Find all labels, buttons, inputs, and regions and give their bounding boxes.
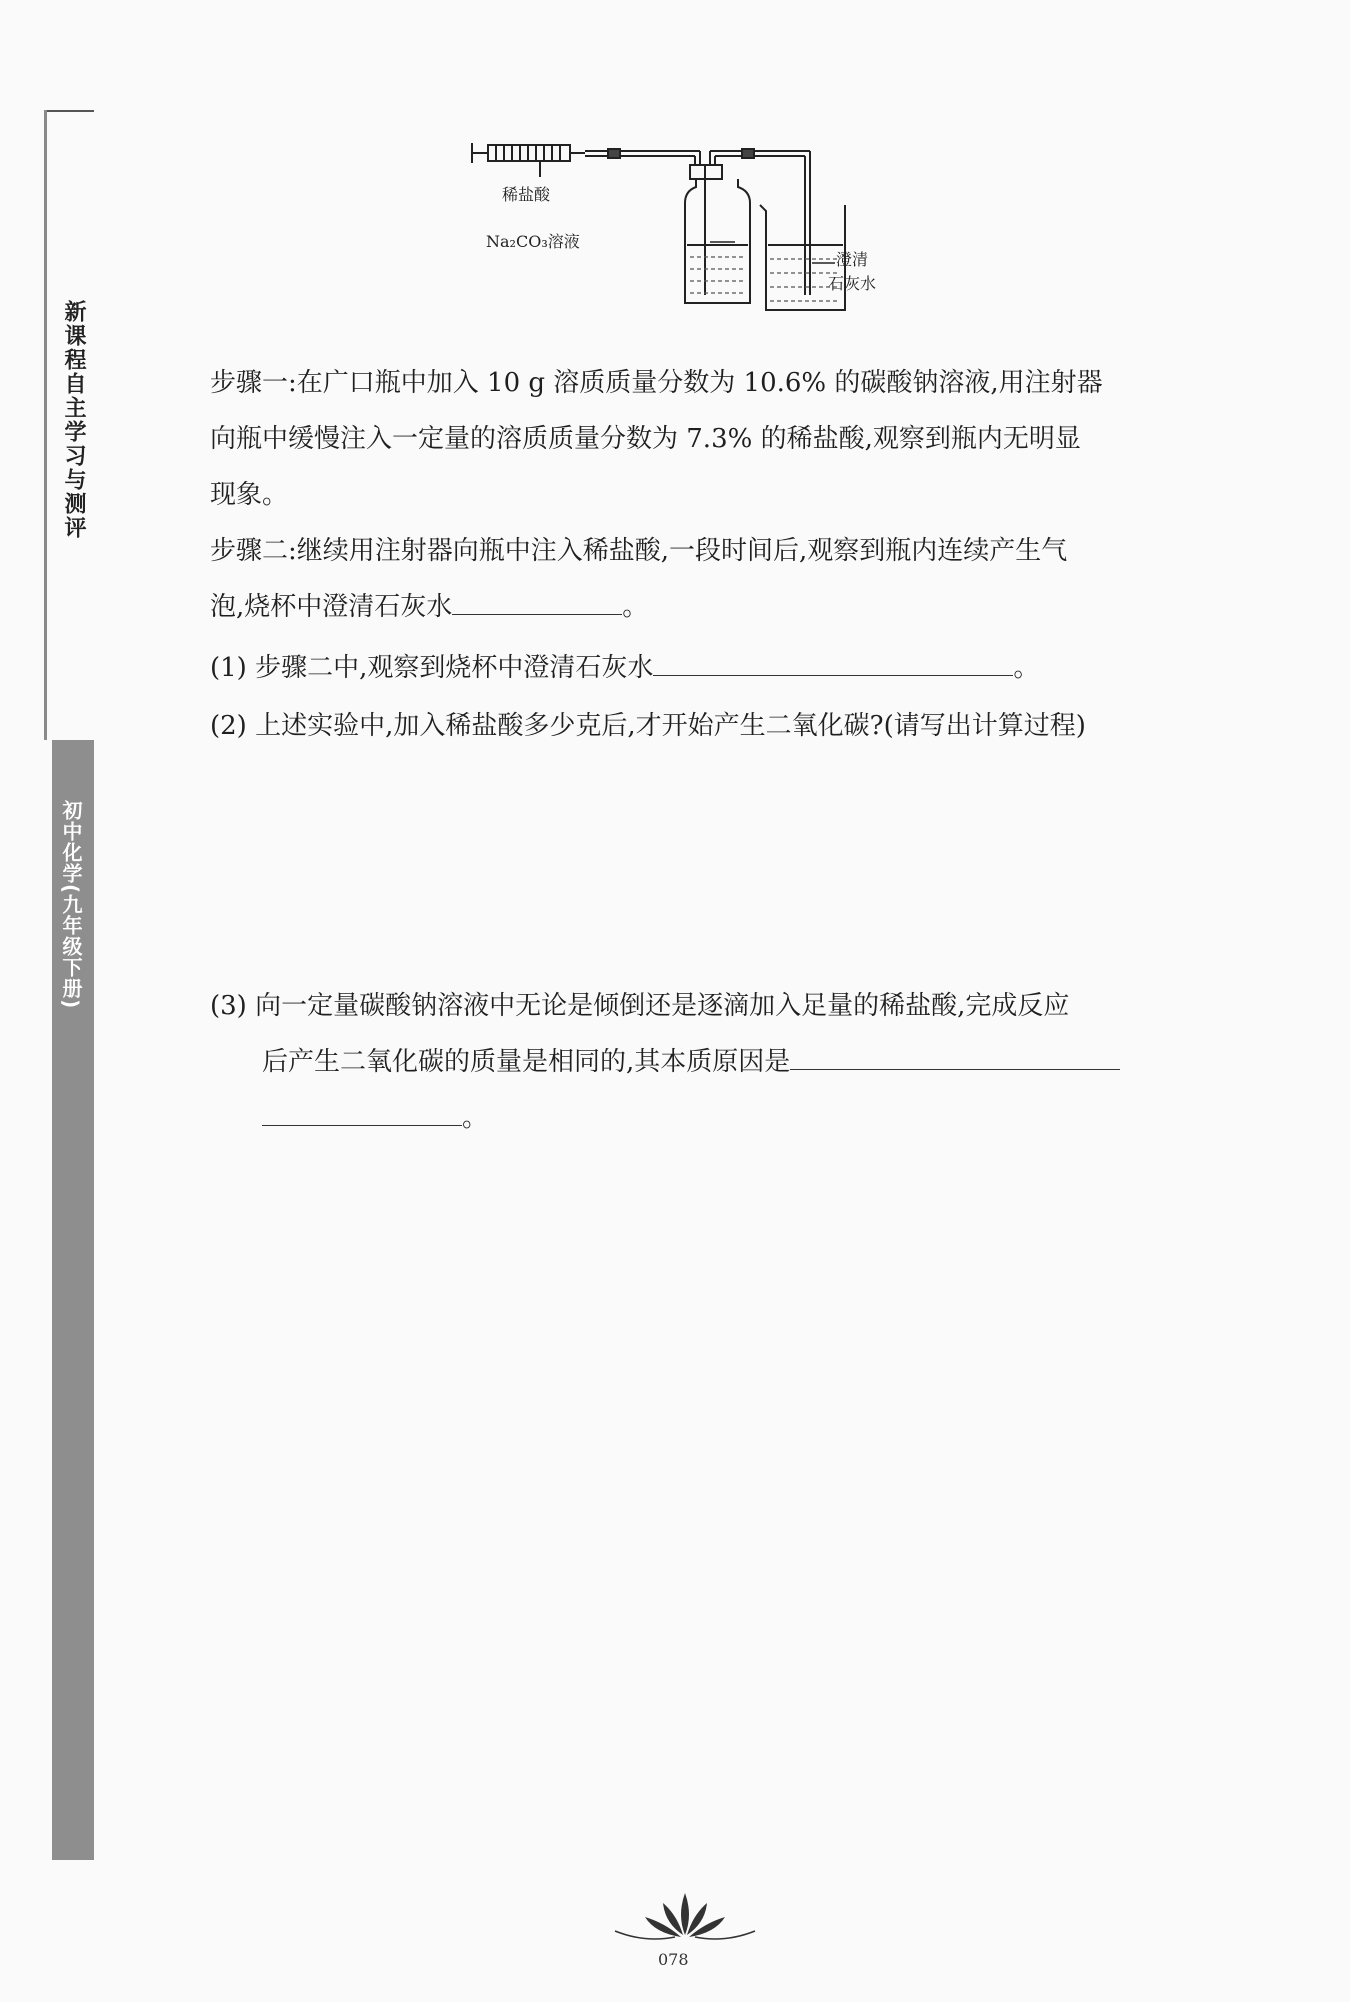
leaf-ornament-icon — [605, 1885, 765, 1945]
top-corner-mark — [44, 110, 94, 112]
tubing — [585, 149, 810, 295]
bottle-liquid — [690, 257, 745, 293]
beaker-label-line1: 澄清 — [836, 250, 869, 269]
step1-line2: 向瓶中缓慢注入一定量的溶质质量分数为 7.3% 的稀盐酸,观察到瓶内无明显 — [210, 424, 1081, 454]
margin-rule — [44, 110, 47, 740]
question-3-line1: (3) 向一定量碳酸钠溶液中无论是倾倒还是逐滴加入足量的稀盐酸,完成反应 — [210, 991, 1070, 1021]
bottle-label: Na₂CO₃溶液 — [486, 232, 580, 251]
step2-line2 — [210, 579, 1103, 635]
step2-line1: 步骤二:继续用注射器向瓶中注入稀盐酸,一段时间后,观察到瓶内连续产生气 — [210, 536, 1068, 566]
question-2 — [210, 698, 1086, 754]
beaker — [760, 205, 845, 310]
question-3-line2: 后产生二氧化碳的质量是相同的,其本质原因是 — [262, 1047, 791, 1077]
step2-line2-text: 泡,烧杯中澄清石灰水 — [210, 592, 453, 622]
answer-blank-q3a[interactable] — [790, 1047, 1120, 1070]
apparatus-diagram — [460, 125, 900, 315]
question-1 — [210, 640, 1039, 696]
beaker-label-line2: 石灰水 — [828, 274, 877, 293]
period: 。 — [462, 1103, 489, 1133]
syringe — [472, 143, 585, 177]
step-paragraphs — [210, 355, 1103, 635]
step1-line3: 现象。 — [210, 480, 289, 510]
step1-line1: 步骤一:在广口瓶中加入 10 g 溶质质量分数为 10.6% 的碳酸钠溶液,用注射器 — [210, 368, 1103, 398]
answer-blank-step2[interactable] — [452, 592, 622, 615]
period: 。 — [1013, 653, 1040, 683]
subject-label: 初中化学(九年级下册) — [59, 800, 83, 1010]
question-1-text: (1) 步骤二中,观察到烧杯中澄清石灰水 — [210, 653, 654, 683]
period: 。 — [622, 592, 649, 622]
series-title: 新课程自主学习与测评 — [61, 300, 86, 540]
page-number: 078 — [658, 1950, 689, 1969]
question-3 — [210, 978, 1120, 1146]
answer-blank-q1[interactable] — [653, 653, 1013, 676]
syringe-label: 稀盐酸 — [502, 185, 551, 204]
answer-blank-q3b[interactable] — [262, 1103, 462, 1126]
question-2-text: (2) 上述实验中,加入稀盐酸多少克后,才开始产生二氧化碳?(请写出计算过程) — [210, 711, 1086, 741]
wide-mouth-bottle — [685, 165, 750, 303]
